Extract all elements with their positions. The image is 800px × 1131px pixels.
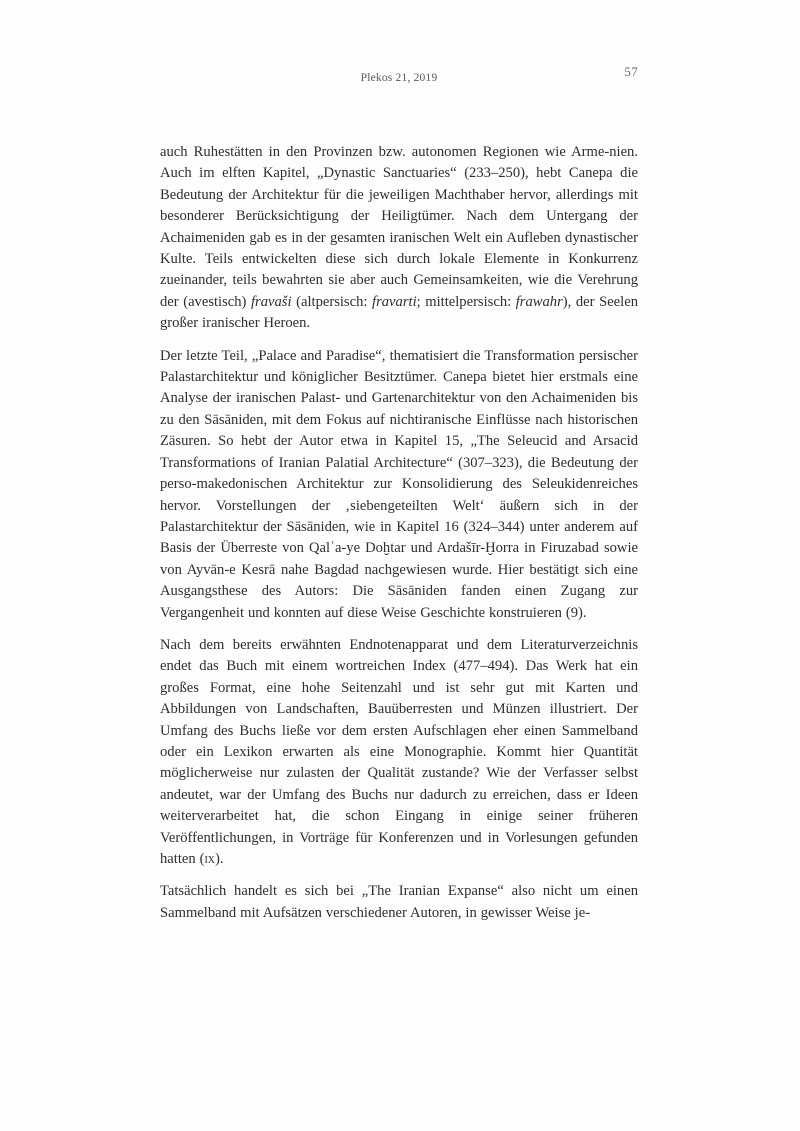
running-head <box>160 64 638 90</box>
page-number: 57 <box>624 64 638 79</box>
body-text-block <box>160 142 638 924</box>
paragraph: Nach dem bereits erwähnten Endnotenapparat und dem Literaturverzeichnis endet das Buch mit einem wortreichen Index (477–494). Das Werk hat ein großes Format, eine hohe Seitenzahl und ist sehr gut mit Karten und Abbildungen von Landschaften, Bauüberresten und Münzen illustriert. Der Umfang des Buchs ließe vor dem ersten Aufschlagen eher einen Sammelband oder ein Lexikon erwarten als eine Monographie. Kommt hier Quantität möglicherweise nur zulasten der Qualität zustande? Wie der Verfasser selbst andeutet, war der Umfang des Buchs nur dadurch zu erreichen, dass er Ideen weiterverarbeitet hat, die schon Eingang in einige seiner früheren Veröffentlichungen, in Vorträge für Konferenzen und in Vorlesungen gefunden hatten (ix). <box>160 636 638 867</box>
running-head-title: Plekos 21, 2019 <box>360 72 438 84</box>
paragraph: auch Ruhestätten in den Provinzen bzw. autonomen Regionen wie Arme-nien. Auch im elften Kapitel, „Dynastic Sanctuaries“ (233–250), hebt Canepa die Bedeutung der Architektur für die jeweiligen Machthaber hervor, allerdings mit besonderer Berücksichtigung der Heiligtümer. Nach dem Untergang der Achaimeniden gab es in der gesamten iranischen Welt ein Aufleben dynastischer Kulte. Teils entwickelten diese sich durch lokale Elemente in Konkurrenz zueinander, teils bewahrten sie aber auch Gemeinsamkeiten, wie die Verehrung der (avestisch) fravaši (altpersisch: fravarti; mittelpersisch: frawahr), der Seelen großer iranischer Heroen. <box>160 144 638 332</box>
paragraph: Der letzte Teil, „Palace and Paradise“, thematisiert die Transformation persischer Palastarchitektur und königlicher Besitztümer. Canepa bietet hier erstmals eine Analyse der iranischen Palast- und Gartenarchitektur von den Achaimeniden bis zu den Sāsāniden, mit dem Fokus auf nichtiranische Einflüsse nach historischen Zäsuren. So hebt der Autor etwa in Kapitel 15, „The Seleucid and Arsacid Transformations of Iranian Palatial Architecture“ (307–323), die Bedeutung der perso-makedonischen Architektur zur Konsolidierung des Seleukidenreiches hervor. Vorstellungen der ‚siebengeteilten Welt‘ äußern sich in der Palastarchitektur der Sāsāniden, wie in Kapitel 16 (324–344) unter anderem auf Basis der Überreste von Qalʿa-ye Doḫtar und Ardašīr-Ḫorra in Firuzabad sowie von Ayvān-e Kesrā nahe Bagdad nachgewiesen wurde. Hier bestätigt sich eine Ausgangsthese des Autors: Die Sāsāniden fanden einen Zugang zur Vergangenheit und konnten auf diese Weise Geschichte konstruieren (9). <box>160 347 638 621</box>
paragraph: Tatsächlich handelt es sich bei „The Iranian Expanse“ also nicht um einen Sammelband mit Aufsätzen verschiedener Autoren, in gewisser Weise je- <box>160 883 638 921</box>
